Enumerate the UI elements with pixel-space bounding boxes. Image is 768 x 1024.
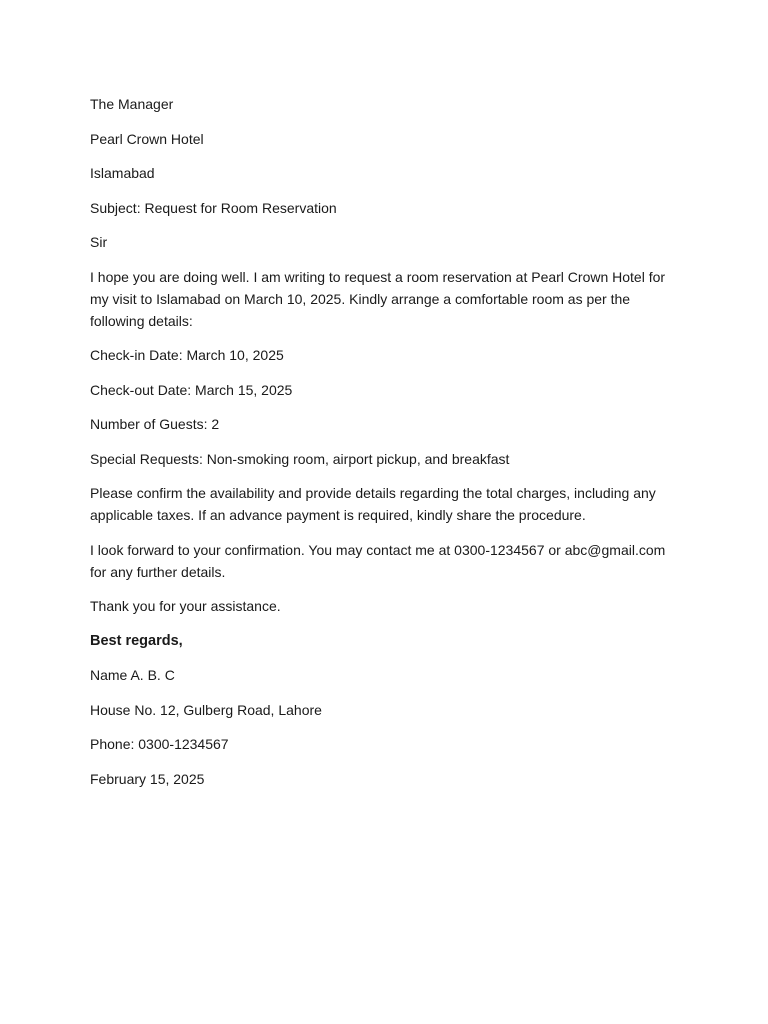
subject-line: Subject: Request for Room Reservation <box>90 199 337 216</box>
intro-paragraph: I hope you are doing well. I am writing to request a room reservation at Pearl Crown Hotel for my visit to Islamabad on March 10, 2025. Kindly arrange a comfortable room as per the following details: <box>90 268 666 329</box>
confirm-request-paragraph: Please confirm the availability and provide details regarding the total charges, including any applicable taxes. If an advance payment is required, kindly share the procedure. <box>90 485 656 523</box>
recipient-title: The Manager <box>90 96 174 112</box>
recipient-city: Islamabad <box>90 165 155 181</box>
letter-body <box>90 93 680 802</box>
check-out-line: Check-out Date: March 15, 2025 <box>90 381 293 398</box>
thanks-line: Thank you for your assistance. <box>90 598 281 614</box>
closing-line: Best regards, <box>90 632 183 649</box>
recipient-organization: Pearl Crown Hotel <box>90 130 204 147</box>
contact-paragraph: I look forward to your confirmation. You may contact me at 0300-1234567 or abc@gmail.com for any further details. <box>90 541 666 580</box>
check-in-line: Check-in Date: March 10, 2025 <box>90 347 284 363</box>
sender-phone: Phone: 0300-1234567 <box>90 736 229 752</box>
special-requests-line: Special Requests: Non-smoking room, airport pickup, and breakfast <box>90 450 510 467</box>
letter-date: February 15, 2025 <box>90 770 205 787</box>
sender-address: House No. 12, Gulberg Road, Lahore <box>90 701 322 718</box>
salutation: Sir <box>90 234 108 250</box>
sender-name: Name A. B. C <box>90 667 175 683</box>
guests-line: Number of Guests: 2 <box>90 416 220 432</box>
